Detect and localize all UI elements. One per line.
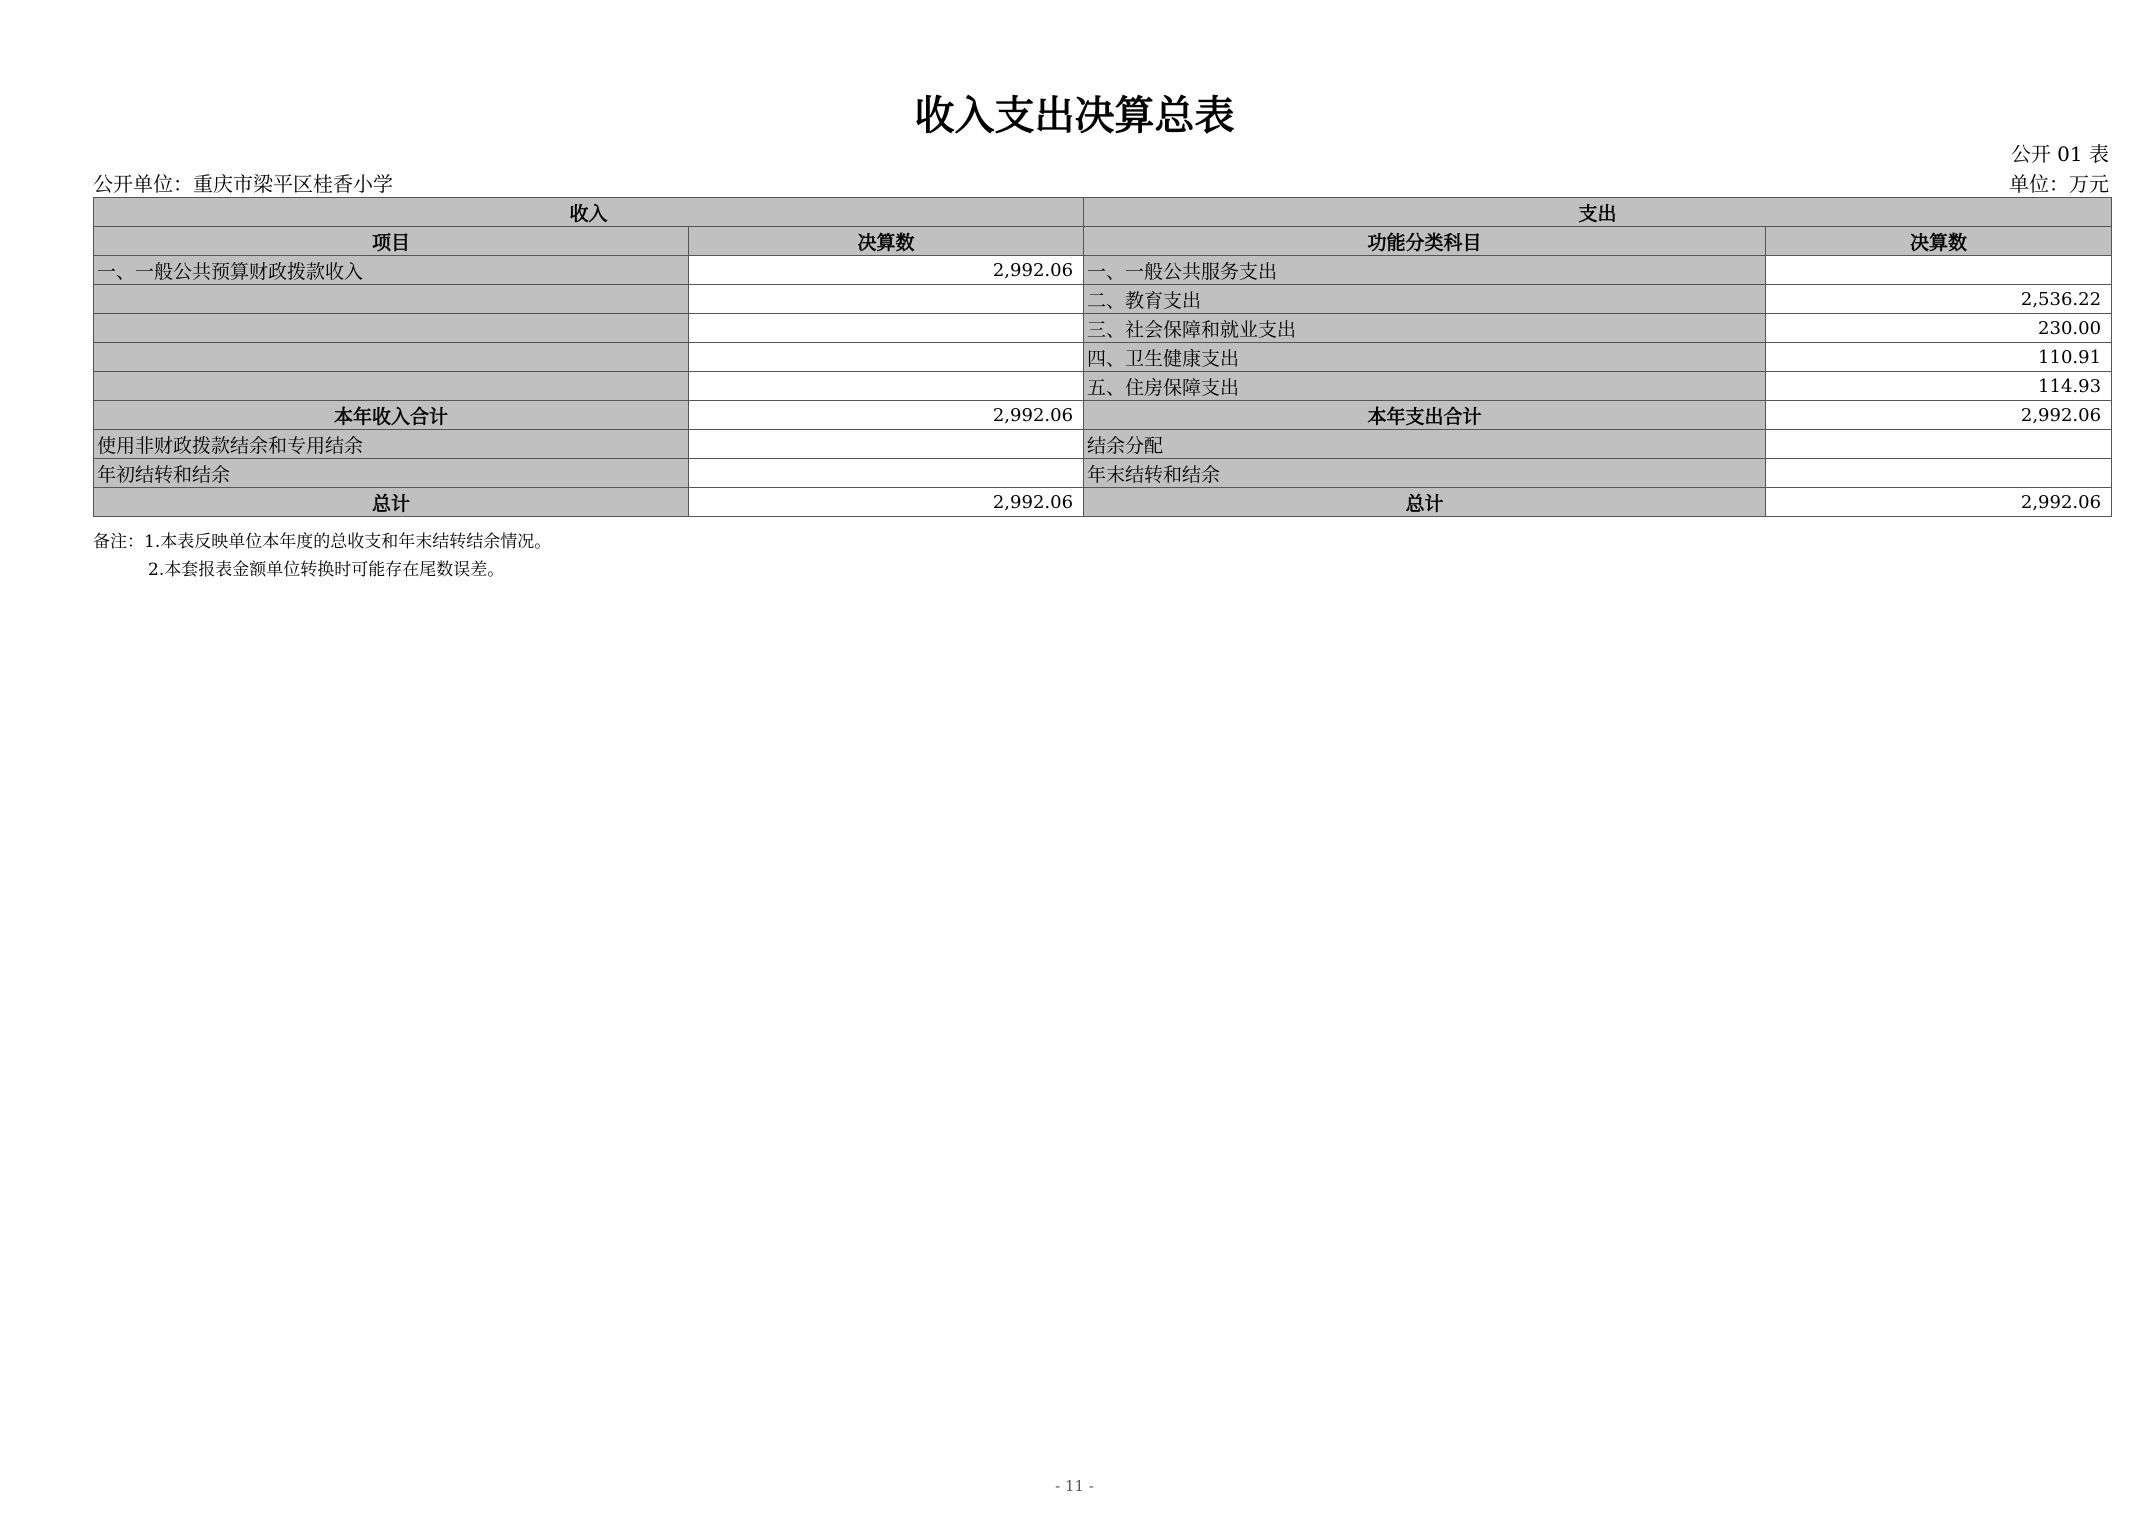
expense-section-header: 支出 bbox=[1084, 198, 2112, 227]
income-subtotal-label: 本年收入合计 bbox=[94, 401, 689, 430]
expense-label: 二、教育支出 bbox=[1084, 285, 1766, 314]
table-row bbox=[94, 314, 2112, 343]
page-number: - 11 - bbox=[1055, 1477, 1094, 1495]
income-label bbox=[94, 285, 689, 314]
income-total-label: 总计 bbox=[94, 488, 689, 517]
table-row bbox=[94, 430, 2112, 459]
income-value bbox=[689, 343, 1084, 372]
income-label: 一、一般公共预算财政拨款收入 bbox=[94, 256, 689, 285]
currency-unit: 单位：万元 bbox=[2009, 172, 2109, 196]
expense-value: 114.93 bbox=[1766, 372, 2112, 401]
expense-value bbox=[1766, 459, 2112, 488]
income-value: 2,992.06 bbox=[689, 256, 1084, 285]
income-subtotal-value: 2,992.06 bbox=[689, 401, 1084, 430]
income-label: 年初结转和结余 bbox=[94, 459, 689, 488]
income-value bbox=[689, 372, 1084, 401]
note-line: 备注：1.本表反映单位本年度的总收支和年末结转结余情况。 bbox=[93, 532, 552, 552]
table-row bbox=[94, 285, 2112, 314]
income-value bbox=[689, 430, 1084, 459]
income-value bbox=[689, 459, 1084, 488]
expense-total-value: 2,992.06 bbox=[1766, 488, 2112, 517]
expense-total-label: 总计 bbox=[1084, 488, 1766, 517]
form-number: 公开 01 表 bbox=[2010, 142, 2109, 166]
expense-value bbox=[1766, 430, 2112, 459]
expense-value: 110.91 bbox=[1766, 343, 2112, 372]
income-section-header: 收入 bbox=[94, 198, 1084, 227]
table-row bbox=[94, 459, 2112, 488]
table-column-header-row bbox=[94, 227, 2112, 256]
expense-label: 结余分配 bbox=[1084, 430, 1766, 459]
income-value bbox=[689, 314, 1084, 343]
expense-label: 五、住房保障支出 bbox=[1084, 372, 1766, 401]
expense-label: 年末结转和结余 bbox=[1084, 459, 1766, 488]
subtotal-row bbox=[94, 401, 2112, 430]
income-total-value: 2,992.06 bbox=[689, 488, 1084, 517]
income-label bbox=[94, 343, 689, 372]
expense-label: 四、卫生健康支出 bbox=[1084, 343, 1766, 372]
expense-value: 2,536.22 bbox=[1766, 285, 2112, 314]
expense-subtotal-label: 本年支出合计 bbox=[1084, 401, 1766, 430]
expense-subtotal-value: 2,992.06 bbox=[1766, 401, 2112, 430]
income-value bbox=[689, 285, 1084, 314]
expense-label: 三、社会保障和就业支出 bbox=[1084, 314, 1766, 343]
income-label bbox=[94, 314, 689, 343]
table-row bbox=[94, 343, 2112, 372]
table-row bbox=[94, 256, 2112, 285]
income-expense-table bbox=[93, 197, 2112, 517]
expense-item-header: 功能分类科目 bbox=[1084, 227, 1766, 256]
table-row bbox=[94, 372, 2112, 401]
expense-value: 230.00 bbox=[1766, 314, 2112, 343]
expense-label: 一、一般公共服务支出 bbox=[1084, 256, 1766, 285]
notes bbox=[93, 528, 551, 584]
income-label bbox=[94, 372, 689, 401]
expense-amount-header: 决算数 bbox=[1766, 227, 2112, 256]
note-line: 2.本套报表金额单位转换时可能存在尾数误差。 bbox=[148, 560, 505, 580]
reporting-organization: 公开单位：重庆市梁平区桂香小学 bbox=[93, 172, 393, 196]
total-row bbox=[94, 488, 2112, 517]
income-amount-header: 决算数 bbox=[689, 227, 1084, 256]
page-title: 收入支出决算总表 bbox=[914, 93, 1235, 139]
income-item-header: 项目 bbox=[94, 227, 689, 256]
table-section-header-row bbox=[94, 198, 2112, 227]
income-label: 使用非财政拨款结余和专用结余 bbox=[94, 430, 689, 459]
expense-value bbox=[1766, 256, 2112, 285]
unit-row bbox=[93, 168, 2109, 196]
